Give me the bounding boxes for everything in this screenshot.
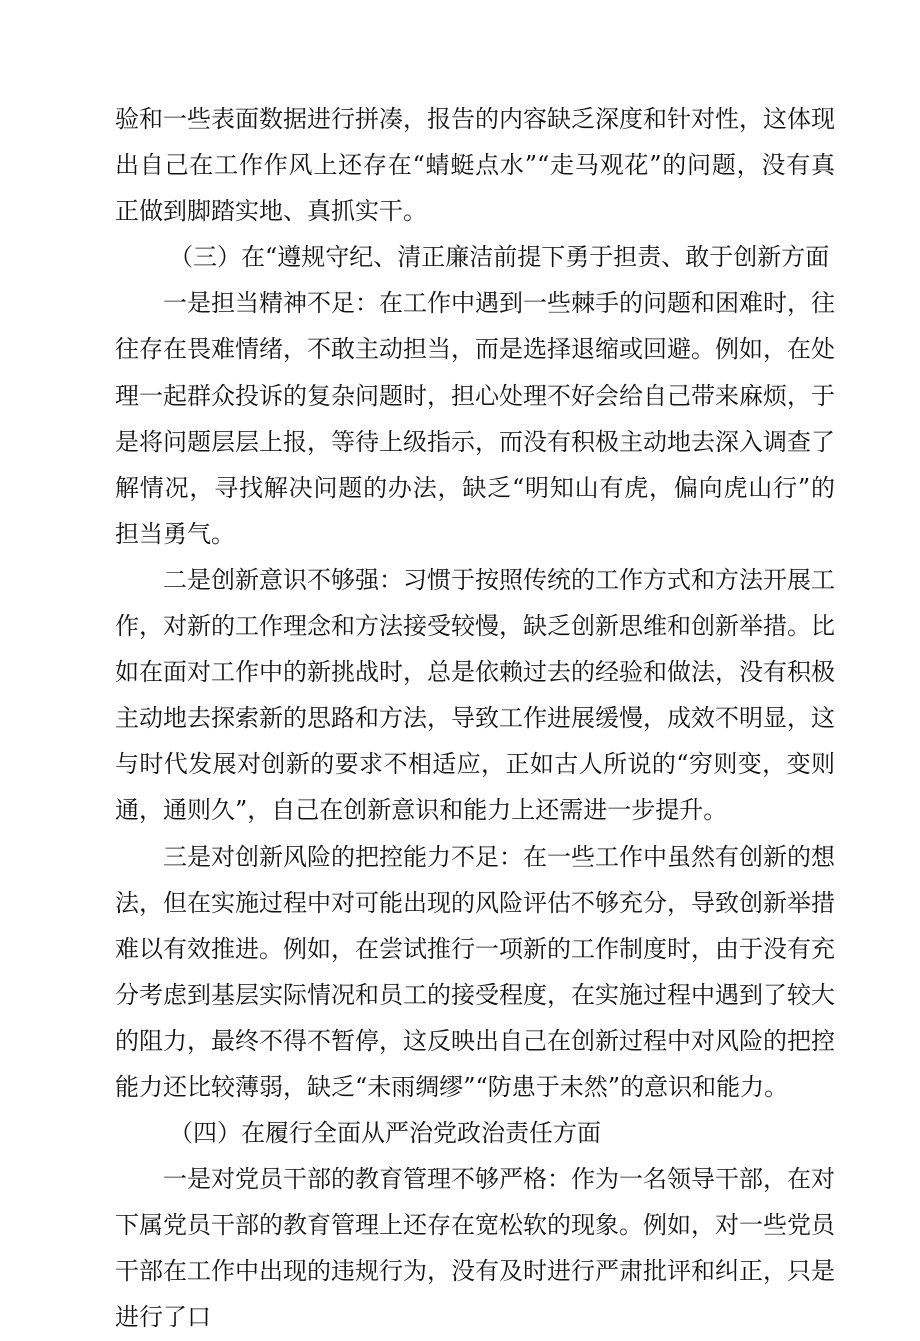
section-heading-four: （四）在履行全面从严治党政治责任方面 — [169, 1119, 601, 1148]
paragraph-party-management: 一是对党员干部的教育管理不够严格：作为一名领导干部，在对下属党员干部的教育管理上还存在宽松软的现象。例如，对一些党员干部在工作中出现的违规行为，没有及时进行严肃批评和纠正，只是进行了口 — [115, 1165, 835, 1332]
paragraph-innovation-awareness: 二是创新意识不够强：习惯于按照传统的工作方式和方法开展工作，对新的工作理念和方法接受较慢，缺乏创新思维和创新举措。比如在面对工作中的新挑战时，总是依赖过去的经验和做法，没有积极主动地去探索新的思路和方法，导致工作进展缓慢，成效不明显，这与时代发展对创新的要求不相适应，正如古人所说的“穷则变，变则通，通则久”，自己在创新意识和能力上还需进一步提升。 — [115, 565, 835, 825]
paragraph-risk-control: 三是对创新风险的把控能力不足：在一些工作中虽然有创新的想法，但在实施过程中对可能出现的风险评估不够充分，导致创新举措难以有效推进。例如，在尝试推行一项新的工作制度时，由于没有充分考虑到基层实际情况和员工的接受程度，在实施过程中遇到了较大的阻力，最终不得不暂停，这反映出自己在创新过程中对风险的把控能力还比较薄弱，缺乏“未雨绸缪”“防患于未然”的意识和能力。 — [115, 842, 835, 1101]
section-heading-three: （三）在“遵规守纪、清正廉洁前提下勇于担责、敢于创新方面 — [169, 243, 830, 272]
document-body — [115, 96, 835, 1341]
paragraph-responsibility: 一是担当精神不足：在工作中遇到一些棘手的问题和困难时，往往存在畏难情绪，不敢主动担当，而是选择退缩或回避。例如，在处理一起群众投诉的复杂问题时，担心处理不好会给自己带来麻烦，于是将问题层层上报，等待上级指示，而没有积极主动地去深入调查了解情况，寻找解决问题的办法，缺乏“明知山有虎，偏向虎山行”的担当勇气。 — [115, 289, 835, 548]
paragraph-continued: 验和一些表面数据进行拼凑，报告的内容缺乏深度和针对性，这体现出自己在工作作风上还存在“蜻蜓点水”“走马观花”的问题，没有真正做到脚踏实地、真抓实干。 — [115, 105, 835, 226]
